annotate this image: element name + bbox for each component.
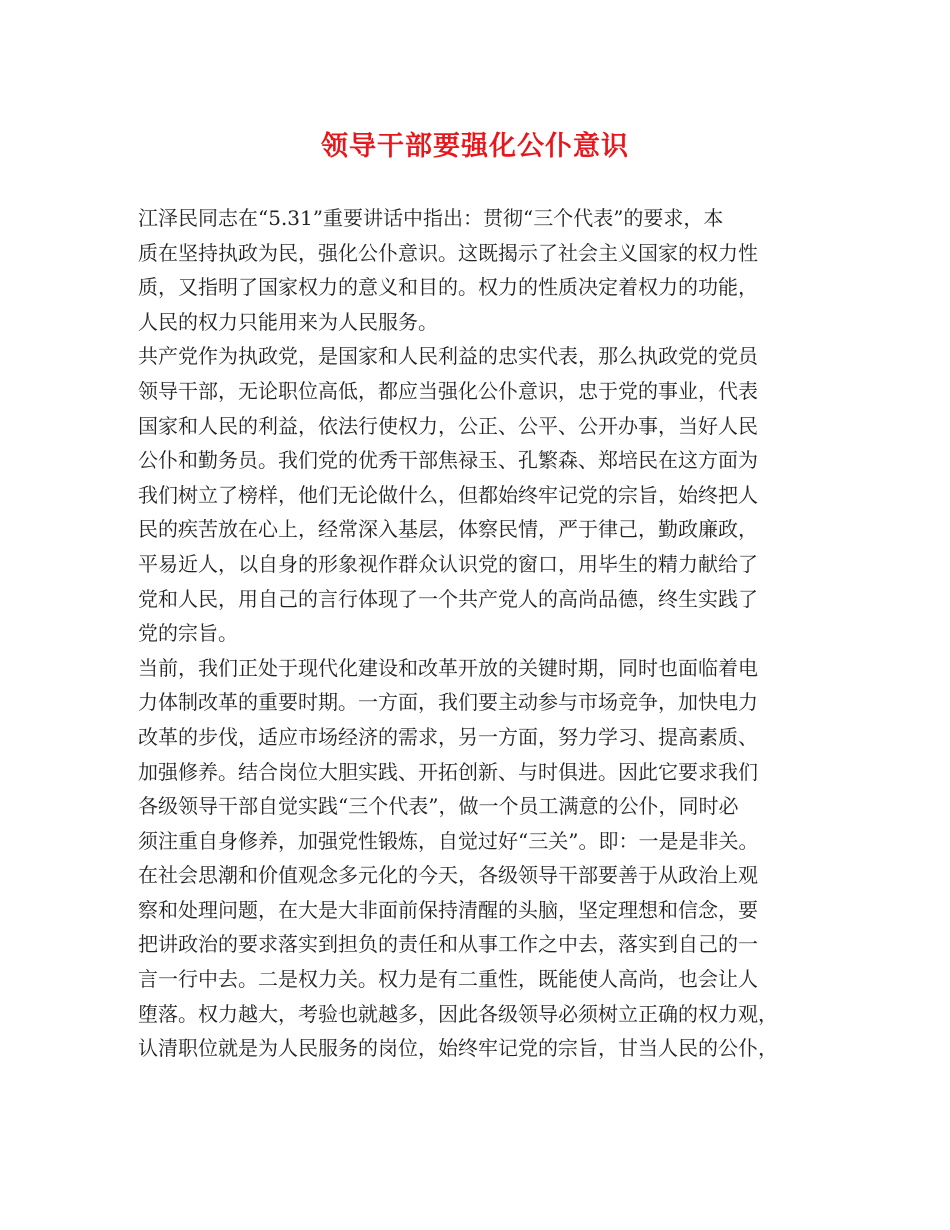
- body-text-line: 言一行中去。二是权力关。权力是有二重性，既能使人高尚，也会让人: [138, 967, 758, 992]
- body-text-line: 堕落。权力越大，考验也就越多，因此各级领导必须树立正确的权力观，: [138, 1001, 778, 1026]
- body-text-line: 改革的步伐，适应市场经济的需求，另一方面，努力学习、提高素质、: [138, 724, 758, 749]
- body-text-line: 质，又指明了国家权力的意义和目的。权力的性质决定着权力的功能，: [138, 275, 758, 300]
- body-text-line: 各级领导干部自觉实践“三个代表”，做一个员工满意的公仆，同时必: [138, 794, 739, 819]
- body-text-line: 力体制改革的重要时期。一方面，我们要主动参与市场竞争，加快电力: [138, 690, 758, 715]
- body-text-line: 质在坚持执政为民，强化公仆意识。这既揭示了社会主义国家的权力性: [138, 240, 758, 265]
- body-text-line: 党和人民，用自己的言行体现了一个共产党人的高尚品德，终生实践了: [138, 586, 758, 611]
- body-text-line: 党的宗旨。: [138, 621, 238, 646]
- body-text-line: 当前，我们正处于现代化建设和改革开放的关键时期，同时也面临着电: [138, 655, 758, 680]
- body-text-line: 民的疾苦放在心上，经常深入基层，体察民情，严于律己，勤政廉政，: [138, 517, 758, 542]
- body-text-line: 江泽民同志在“5.31”重要讲话中指出：贯彻“三个代表”的要求，本: [138, 206, 724, 230]
- body-text-line: 在社会思潮和价值观念多元化的今天，各级领导干部要善于从政治上观: [138, 863, 758, 888]
- body-text-line: 加强修养。结合岗位大胆实践、开拓创新、与时俱进。因此它要求我们: [138, 759, 758, 784]
- body-text-line: 国家和人民的利益，依法行使权力，公正、公平、公开办事，当好人民: [138, 413, 758, 438]
- body-text-line: 领导干部，无论职位高低，都应当强化公仆意识，忠于党的事业，代表: [138, 378, 758, 403]
- body-text-line: 把讲政治的要求落实到担负的责任和从事工作之中去，落实到自己的一: [138, 932, 758, 957]
- body-text-line: 我们树立了榜样，他们无论做什么，但都始终牢记党的宗旨，始终把人: [138, 482, 758, 507]
- document-body: [138, 201, 838, 1066]
- body-text-line: 认清职位就是为人民服务的岗位，始终牢记党的宗旨，甘当人民的公仆，: [138, 1036, 778, 1061]
- body-text-line: 人民的权力只能用来为人民服务。: [138, 309, 438, 334]
- document-title: 领导干部要强化公仆意识: [321, 131, 629, 162]
- body-text-line: 平易近人，以自身的形象视作群众认识党的窗口，用毕生的精力献给了: [138, 551, 758, 576]
- body-text-line: 察和处理问题，在大是大非面前保持清醒的头脑，坚定理想和信念，要: [138, 897, 758, 922]
- body-text-line: 公仆和勤务员。我们党的优秀干部焦禄玉、孔繁森、郑培民在这方面为: [138, 448, 758, 473]
- body-text-line: 共产党作为执政党，是国家和人民利益的忠实代表，那么执政党的党员: [138, 344, 758, 369]
- body-text-line: 须注重自身修养，加强党性锻炼，自觉过好“三关”。即：一是是非关。: [138, 828, 759, 853]
